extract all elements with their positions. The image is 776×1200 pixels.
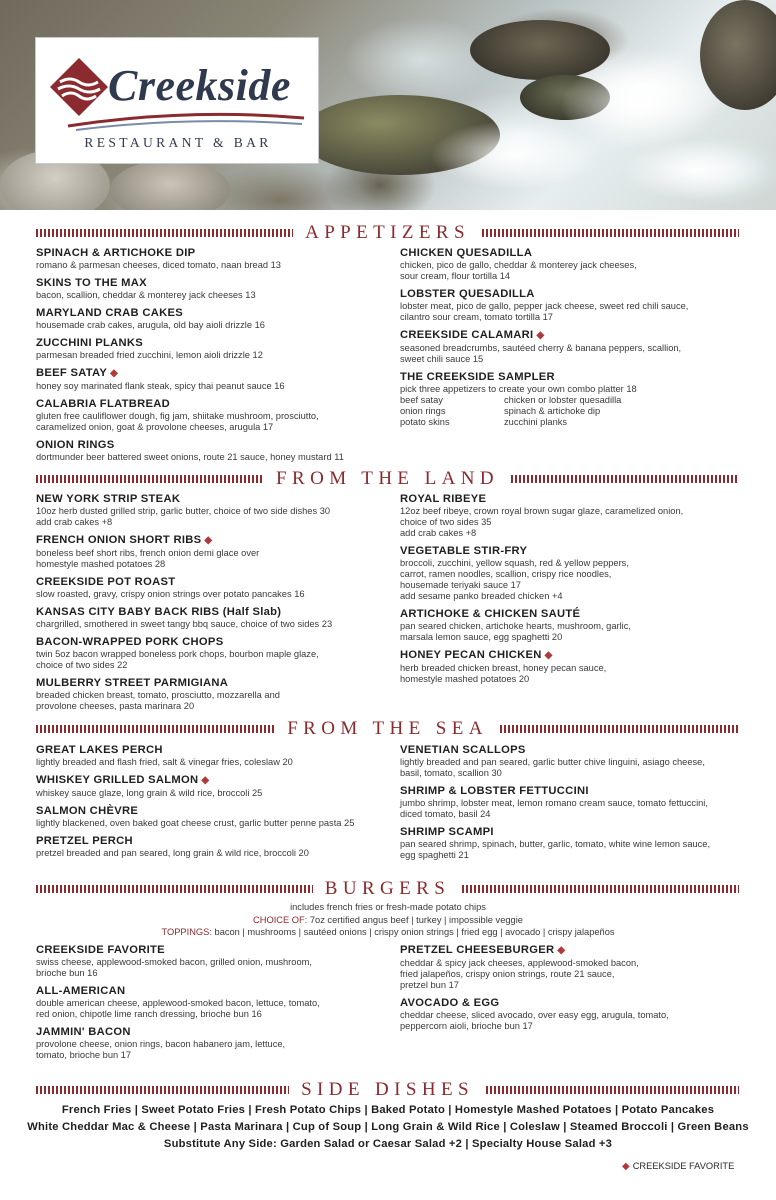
item-description: chargrilled, smothered in sweet tangy bbq sauce, choice of two sides 23	[36, 619, 333, 629]
divider	[36, 1086, 289, 1094]
menu-item	[36, 834, 388, 859]
item-description: parmesan breaded fried zucchini, lemon aioli drizzle 12	[36, 350, 263, 360]
item-description: slow roasted, gravy, crispy onion strings over potato pancakes 16	[36, 589, 305, 599]
item-description: herb breaded chicken breast, honey pecan sauce, homestyle mashed potatoes 20	[400, 663, 607, 684]
menu-item	[36, 773, 388, 799]
item-name-text: HONEY PECAN CHICKEN	[400, 649, 542, 661]
item-description: double american cheese, applewood-smoked bacon, lettuce, tomato, red onion, chipotle lime ranch dressing, brioche bun 16	[36, 998, 320, 1019]
menu-item	[400, 825, 740, 861]
item-description: seasoned breadcrumbs, sautéed cherry & banana peppers, scallion, sweet chili sauce 15	[400, 343, 682, 364]
item-name	[36, 246, 388, 260]
divider	[36, 229, 293, 237]
menu-item	[36, 276, 388, 301]
sides-line: French Fries | Sweet Potato Fries | Fresh Potato Chips | Baked Potato | Homestyle Mashed Potatoes | Potato Pancakes	[61, 1104, 715, 1116]
menu-item	[36, 605, 388, 630]
item-description: boneless beef short ribs, french onion demi glace over homestyle mashed potatoes 28	[36, 548, 260, 569]
burgers-includes: includes french fries or fresh-made potato chips	[290, 902, 486, 912]
item-name-text: WHISKEY GRILLED SALMON	[36, 774, 199, 786]
menu-item	[400, 287, 740, 323]
section-title: FROM THE LAND	[276, 468, 499, 489]
item-description: chicken, pico de gallo, cheddar & monterey jack cheeses, sour cream, flour tortilla 14	[400, 260, 637, 281]
item-description: whiskey sauce glaze, long grain & wild rice, broccoli 25	[36, 788, 263, 798]
item-description: provolone cheese, onion rings, bacon habanero jam, lettuce, tomato, brioche bun 17	[36, 1039, 286, 1060]
item-name	[36, 306, 388, 320]
sampler-option: onion rings	[400, 406, 446, 416]
menu-item	[36, 336, 388, 361]
choice-text: 7oz certified angus beef | turkey | impossible veggie	[307, 915, 523, 925]
sampler-option: potato skins	[400, 417, 450, 427]
item-name-text: LOBSTER QUESADILLA	[400, 288, 535, 300]
section-title: SIDE DISHES	[301, 1079, 474, 1100]
section-title: APPETIZERS	[305, 222, 470, 243]
menu-item	[36, 676, 388, 712]
sampler-option: beef satay	[400, 395, 443, 405]
brand-subtitle: RESTAURANT & BAR	[84, 135, 272, 150]
section-header-appetizers	[36, 222, 739, 244]
appetizers-right-column	[400, 246, 740, 433]
item-name	[36, 743, 388, 757]
item-description: lightly breaded and pan seared, garlic butter chive linguini, asiago cheese, basil, tomato, scallion 30	[400, 757, 705, 778]
sampler-option: spinach & artichoke dip	[504, 406, 601, 416]
menu-item	[400, 743, 740, 779]
favorite-diamond-icon: ◆	[544, 650, 553, 661]
item-name	[400, 246, 740, 260]
sides-substitute: Substitute Any Side: Garden Salad or Caesar Salad +2 | Specialty House Salad +3	[163, 1138, 613, 1150]
item-name-text: NEW YORK STRIP STEAK	[36, 493, 181, 505]
item-name-text: BACON-WRAPPED PORK CHOPS	[36, 636, 224, 648]
divider	[36, 885, 313, 893]
divider	[36, 725, 275, 733]
item-description: dortmunder beer battered sweet onions, route 21 sauce, honey mustard 11	[36, 452, 344, 462]
section-header-sides	[36, 1079, 739, 1101]
menu-item	[36, 438, 388, 463]
item-name-text: MARYLAND CRAB CAKES	[36, 307, 183, 319]
item-name	[36, 605, 388, 619]
legend	[622, 1161, 734, 1172]
item-name	[400, 648, 740, 663]
item-name	[36, 276, 388, 290]
item-name-text: CREEKSIDE POT ROAST	[36, 576, 176, 588]
favorite-diamond-icon: ◆	[622, 1161, 630, 1172]
item-description: lightly breaded and flash fried, salt & vinegar fries, coleslaw 20	[36, 757, 293, 767]
item-description: pretzel breaded and pan seared, long grain & wild rice, broccoli 20	[36, 848, 309, 858]
item-description: pan seared chicken, artichoke hearts, mushroom, garlic, marsala lemon sauce, egg spaghetti 20	[400, 621, 631, 642]
menu-item	[400, 607, 740, 643]
menu-item	[36, 635, 388, 671]
rock	[110, 160, 230, 210]
item-name	[36, 1025, 388, 1039]
item-name	[400, 743, 740, 757]
sampler-option: zucchini planks	[504, 417, 568, 427]
burgers-toppings	[0, 927, 776, 938]
item-name	[36, 834, 388, 848]
land-left-column	[36, 492, 388, 717]
menu-item	[36, 575, 388, 600]
section-header-burgers	[36, 878, 739, 900]
menu-item	[36, 306, 388, 331]
item-name	[36, 533, 388, 548]
burgers-left-column	[36, 943, 388, 1066]
item-description: 10oz herb dusted grilled strip, garlic butter, choice of two side dishes 30 add crab cakes +8	[36, 506, 331, 527]
item-name-text: BEEF SATAY	[36, 367, 108, 379]
menu-item	[400, 996, 740, 1032]
divider	[36, 475, 264, 483]
item-name	[400, 492, 740, 506]
item-name	[400, 825, 740, 839]
item-description: twin 5oz bacon wrapped boneless pork chops, bourbon maple glaze, choice of two sides 22	[36, 649, 319, 670]
diamond-logo-icon	[48, 56, 110, 118]
water-rapids	[430, 120, 600, 190]
menu-item	[400, 784, 740, 820]
item-name	[400, 287, 740, 301]
brand-name: Creekside	[108, 61, 291, 110]
menu-item	[400, 544, 740, 602]
item-name-text: CALABRIA FLATBREAD	[36, 398, 171, 410]
menu-item	[400, 370, 740, 428]
menu-item	[400, 492, 740, 539]
item-name	[36, 575, 388, 589]
item-name-text: VENETIAN SCALLOPS	[400, 744, 526, 756]
item-name-text: JAMMIN' BACON	[36, 1026, 131, 1038]
menu-item	[36, 804, 388, 829]
item-name-text: KANSAS CITY BABY BACK RIBS (Half Slab)	[36, 606, 282, 618]
item-name-text: SHRIMP & LOBSTER FETTUCCINI	[400, 785, 589, 797]
item-name-text: ROYAL RIBEYE	[400, 493, 487, 505]
favorite-diamond-icon: ◆	[201, 775, 210, 786]
item-name	[36, 397, 388, 411]
toppings-label: TOPPINGS:	[161, 927, 212, 937]
menu-item	[36, 533, 388, 570]
item-name-text: PRETZEL PERCH	[36, 835, 133, 847]
menu-item	[36, 397, 388, 433]
item-description: bacon, scallion, cheddar & monterey jack cheeses 13	[36, 290, 256, 300]
item-name	[36, 438, 388, 452]
favorite-diamond-icon: ◆	[536, 330, 545, 341]
item-description: cheddar cheese, sliced avocado, over easy egg, arugula, tomato, peppercorn aioli, brioche bun 17	[400, 1010, 669, 1031]
menu-item	[36, 492, 388, 528]
item-name	[400, 607, 740, 621]
item-name	[400, 784, 740, 798]
item-name-text: CREEKSIDE FAVORITE	[36, 944, 165, 956]
favorite-diamond-icon: ◆	[557, 945, 566, 956]
item-description: cheddar & spicy jack cheeses, applewood-smoked bacon, fried jalapeños, crispy onion strings, route 21 sauce, pretzel bun 17	[400, 958, 639, 990]
legend-label: CREEKSIDE FAVORITE	[632, 1161, 735, 1171]
item-name	[36, 773, 388, 788]
item-name	[400, 328, 740, 343]
menu-item	[36, 943, 388, 979]
item-name-text: ONION RINGS	[36, 439, 115, 451]
menu-item	[400, 648, 740, 685]
item-name	[36, 804, 388, 818]
sides-line: White Cheddar Mac & Cheese | Pasta Marinara | Cup of Soup | Long Grain & Wild Rice | Coleslaw | Steamed Broccoli | Green Beans	[27, 1121, 749, 1133]
item-name	[400, 996, 740, 1010]
divider	[486, 1086, 739, 1094]
item-name	[36, 676, 388, 690]
item-description: breaded chicken breast, tomato, prosciutto, mozzarella and provolone cheeses, pasta marinara 20	[36, 690, 280, 711]
item-name-text: ARTICHOKE & CHICKEN SAUTÉ	[400, 608, 581, 620]
item-name-text: CREEKSIDE CALAMARI	[400, 329, 534, 341]
menu-item	[400, 246, 740, 282]
item-name	[36, 492, 388, 506]
water-rapids	[620, 140, 770, 200]
section-header-land	[36, 468, 739, 490]
item-description: honey soy marinated flank steak, spicy thai peanut sauce 16	[36, 381, 285, 391]
item-name	[36, 635, 388, 649]
item-name: THE CREEKSIDE SAMPLER	[400, 371, 555, 383]
item-name-text: SHRIMP SCAMPI	[400, 826, 494, 838]
sea-left-column	[36, 743, 388, 864]
menu-item	[36, 743, 388, 768]
item-name-text: MULBERRY STREET PARMIGIANA	[36, 677, 229, 689]
item-name-text: ALL-AMERICAN	[36, 985, 126, 997]
item-name-text: PRETZEL CHEESEBURGER	[400, 944, 555, 956]
item-name-text: SALMON CHÈVRE	[36, 805, 139, 817]
item-name	[36, 943, 388, 957]
item-description: 12oz beef ribeye, crown royal brown sugar glaze, caramelized onion, choice of two sides 35 add crab cakes +8	[400, 506, 684, 538]
item-description: gluten free cauliflower dough, fig jam, shiitake mushroom, prosciutto, caramelized onion, goat & provolone cheeses, arugula 17	[36, 411, 319, 432]
choice-label: CHOICE OF:	[253, 915, 308, 925]
favorite-diamond-icon: ◆	[110, 368, 119, 379]
burgers-right-column	[400, 943, 740, 1037]
item-description: broccoli, zucchini, yellow squash, red & yellow peppers, carrot, ramen noodles, scallion, crispy rice noodles, housemade teriyaki sauce 17 add sesame panko breaded chicken +4	[400, 558, 629, 601]
land-right-column	[400, 492, 740, 690]
item-description: lobster meat, pico de gallo, pepper jack cheese, sweet red chili sauce, cilantro sour cream, tomato tortilla 17	[400, 301, 689, 322]
divider	[482, 229, 739, 237]
menu-item	[36, 366, 388, 392]
item-name	[36, 366, 388, 381]
menu-item	[36, 1025, 388, 1061]
item-name-text: ZUCCHINI PLANKS	[36, 337, 144, 349]
item-name-text: CHICKEN QUESADILLA	[400, 247, 533, 259]
section-title: FROM THE SEA	[287, 718, 488, 739]
menu-item	[400, 943, 740, 991]
menu-item	[36, 246, 388, 271]
item-description: jumbo shrimp, lobster meat, lemon romano cream sauce, tomato fettuccini, diced tomato, basil 24	[400, 798, 708, 819]
item-name-text: VEGETABLE STIR-FRY	[400, 545, 528, 557]
item-description: pick three appetizers to create your own combo platter 18	[400, 384, 637, 394]
item-name-text: SKINS TO THE MAX	[36, 277, 147, 289]
swoosh-icon	[66, 110, 306, 132]
item-name	[36, 984, 388, 998]
item-description: romano & parmesan cheeses, diced tomato, naan bread 13	[36, 260, 281, 270]
favorite-diamond-icon: ◆	[204, 535, 213, 546]
section-title: BURGERS	[324, 878, 451, 899]
item-description: pan seared shrimp, spinach, butter, garlic, tomato, white wine lemon sauce, egg spaghetti 21	[400, 839, 711, 860]
item-description: lightly blackened, oven baked goat cheese crust, garlic butter penne pasta 25	[36, 818, 355, 828]
burgers-choice	[0, 915, 776, 926]
appetizers-left-column	[36, 246, 388, 468]
divider	[462, 885, 739, 893]
menu-item	[36, 984, 388, 1020]
item-description: swiss cheese, applewood-smoked bacon, grilled onion, mushroom, brioche bun 16	[36, 957, 312, 978]
sampler-options	[400, 395, 740, 428]
divider	[500, 725, 739, 733]
item-name	[400, 943, 740, 958]
hero-photo	[0, 0, 776, 210]
logo	[35, 37, 319, 164]
menu-item	[400, 328, 740, 365]
item-description: housemade crab cakes, arugula, old bay aioli drizzle 16	[36, 320, 265, 330]
divider	[511, 475, 739, 483]
item-name-text: AVOCADO & EGG	[400, 997, 500, 1009]
section-header-sea	[36, 718, 739, 740]
item-name-text: SPINACH & ARTICHOKE DIP	[36, 247, 196, 259]
toppings-text: bacon | mushrooms | sautéed onions | crispy onion strings | fried egg | avocado | crispy jalapeños	[211, 927, 615, 937]
item-name-text: GREAT LAKES PERCH	[36, 744, 163, 756]
item-name	[400, 544, 740, 558]
item-name	[36, 336, 388, 350]
sea-right-column	[400, 743, 740, 866]
sampler-option: chicken or lobster quesadilla	[504, 395, 622, 405]
item-name-text: FRENCH ONION SHORT RIBS	[36, 534, 202, 546]
